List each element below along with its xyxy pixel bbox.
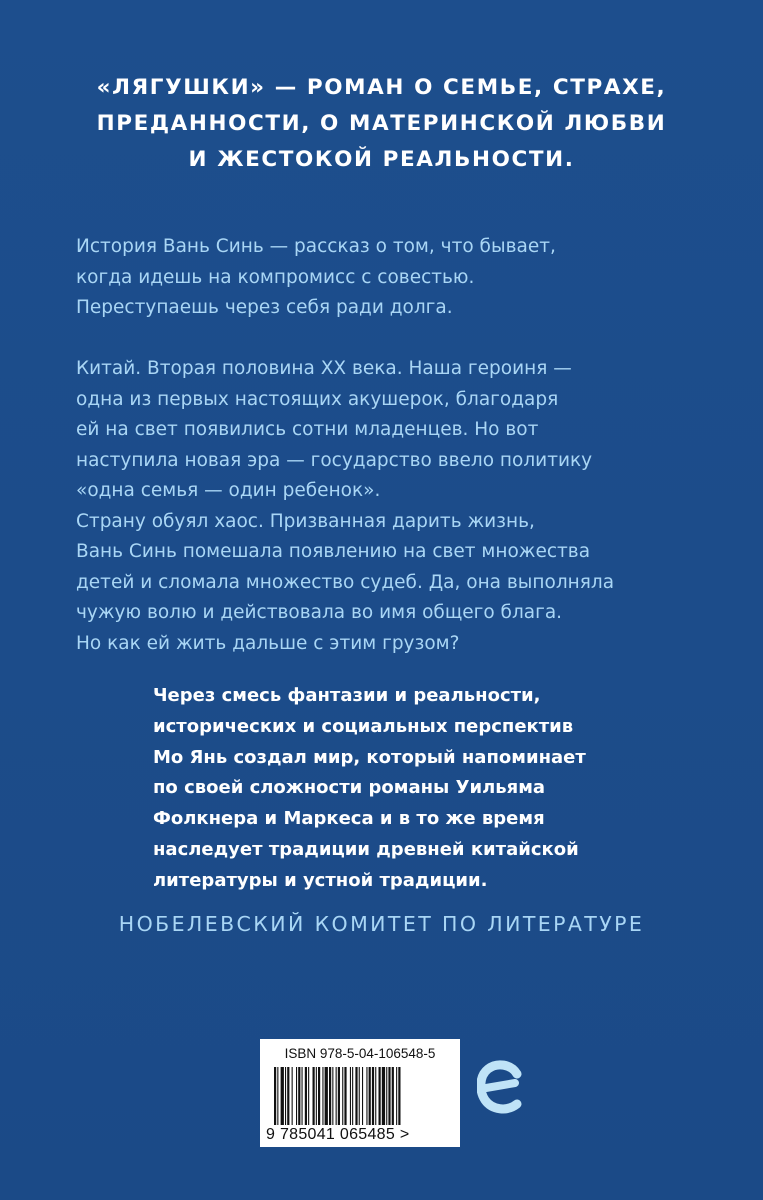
barcode-digits: 9 785041 065485 > [266, 1126, 410, 1143]
description-line: наступила новая эра — государство ввело политику [76, 449, 593, 471]
description-line: ей на свет появились сотни младенцев. Но вот [76, 419, 539, 440]
quote-line: литературы и устной традиции. [153, 869, 488, 891]
eksmo-e-logo-icon [477, 1058, 523, 1120]
description-line: «одна семья — один ребенок». [76, 480, 381, 501]
description-line: одна из первых настоящих акушерок, благодаря [76, 388, 559, 410]
isbn-barcode [260, 1039, 460, 1147]
description-line: История Вань Синь — рассказ о том, что бывает, [76, 236, 556, 257]
description [76, 232, 716, 659]
headline [0, 70, 763, 178]
description-line: чужую волю и действовала во имя общего блага. [76, 602, 563, 623]
quote-line: по своей сложности романы Уильяма [153, 777, 546, 799]
quote-attribution: НОБЕЛЕВСКИЙ КОМИТЕТ ПО ЛИТЕРАТУРЕ [118, 912, 645, 936]
quote-line: исторических и социальных перспектив [153, 715, 574, 737]
paragraph-gap [76, 324, 716, 355]
description-line: Переступаешь через себя ради долга. [76, 297, 453, 318]
headline-line: ПРЕДАННОСТИ, О МАТЕРИНСКОЙ ЛЮБВИ [96, 111, 667, 136]
headline-line: «ЛЯГУШКИ» — РОМАН О СЕМЬЕ, СТРАХЕ, [96, 75, 667, 100]
description-line: Китай. Вторая половина XX века. Наша героиня — [76, 358, 572, 379]
quote-line: Через смесь фантазии и реальности, [153, 685, 541, 706]
isbn-label: ISBN 978-5-04-106548-5 [284, 1046, 436, 1061]
barcode-bars [274, 1067, 446, 1125]
description-line: Вань Синь помешала появлению на свет множества [76, 541, 591, 562]
headline-line: И ЖЕСТОКОЙ РЕАЛЬНОСТИ. [188, 147, 575, 172]
quote-line: Фолкнера и Маркеса и в то же время [153, 808, 545, 830]
description-line: когда идешь на компромисс с совестью. [76, 266, 475, 288]
description-line: детей и сломала множество судеб. Да, она выполняла [76, 571, 615, 593]
quote [153, 681, 673, 897]
description-line: Страну обуял хаос. Призванная дарить жизнь, [76, 510, 535, 532]
description-line: Но как ей жить дальше с этим грузом? [76, 632, 460, 654]
quote-line: наследует традиции древней китайской [153, 838, 579, 860]
quote-line: Мо Янь создал мир, который напоминает [153, 746, 586, 768]
